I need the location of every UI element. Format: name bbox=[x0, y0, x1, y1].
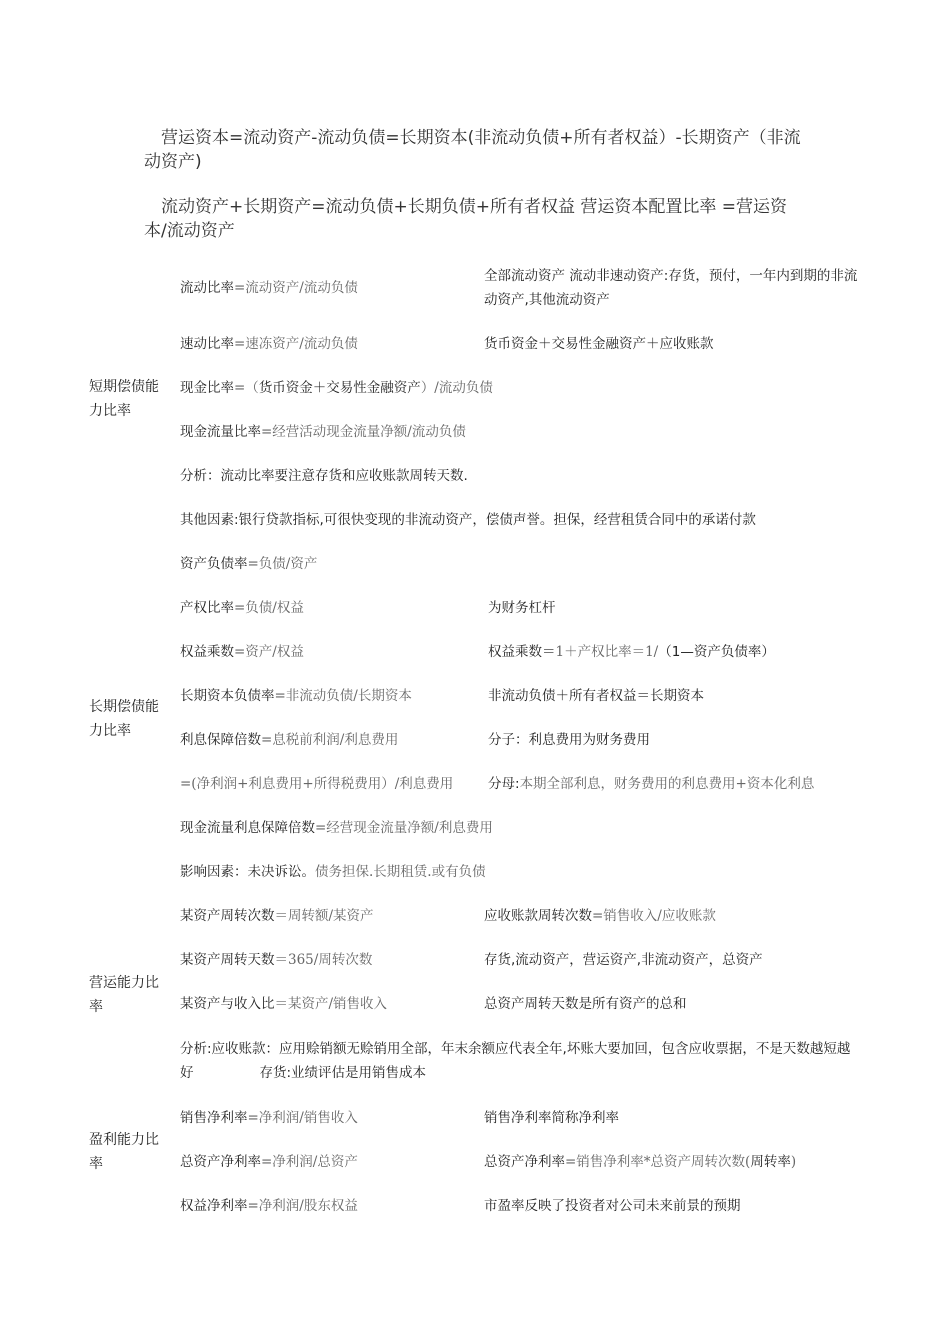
current-ratio: 流动比率=流动资产/流动负债 bbox=[180, 280, 358, 296]
asset-types-note: 存货,流动资产，营运资产,非流动资产，总资产 bbox=[484, 952, 763, 968]
net-profit-margin: 销售净利率=净利润/销售收入 bbox=[180, 1110, 358, 1126]
total-asset-days-note: 总资产周转天数是所有资产的总和 bbox=[484, 996, 687, 1012]
asset-turnover-days: 某资产周转天数＝365/周转次数 bbox=[180, 952, 373, 968]
return-on-equity: 权益净利率=净利润/股东权益 bbox=[180, 1198, 358, 1214]
long-factors: 影响因素：未决诉讼。债务担保.长期租赁.或有负债 bbox=[180, 864, 486, 880]
intro-line-2 bbox=[144, 195, 809, 243]
quick-ratio-note: 货币资金＋交易性金融资产＋应收账款 bbox=[484, 336, 714, 352]
short-analysis: 分析：流动比率要注意存货和应收账款周转天数. bbox=[180, 468, 468, 484]
asset-turnover-times: 某资产周转次数＝周转额/某资产 bbox=[180, 908, 374, 924]
receivables-turnover: 应收账款周转次数=销售收入/应收账款 bbox=[484, 908, 716, 924]
equity-multiplier: 权益乘数=资产/权益 bbox=[180, 644, 304, 660]
equity-ratio-note: 为财务杠杆 bbox=[488, 600, 556, 616]
category-profitability: 盈利能力比率 bbox=[89, 1132, 159, 1172]
debt-ratio: 资产负债率=负债/资产 bbox=[180, 556, 318, 572]
category-operations: 营运能力比率 bbox=[89, 975, 159, 1015]
category-short-term: 短期偿债能力比率 bbox=[89, 379, 159, 419]
ops-analysis: 分析:应收账款：应用赊销额无赊销用全部，年末余额应代表全年,坏账大要加回，包含应收票据，不是天数越短越好 存货:业绩评估是用销售成本 bbox=[180, 1041, 851, 1081]
return-on-assets-note: 总资产净利率=销售净利率*总资产周转次数(周转率) bbox=[484, 1154, 797, 1170]
asset-to-revenue: 某资产与收入比＝某资产/销售收入 bbox=[180, 996, 388, 1012]
net-profit-margin-note: 销售净利率简称净利率 bbox=[484, 1110, 619, 1126]
intro-line-1-text: 营运资本=流动资产-流动负债=长期资本(非流动负债+所有者权益）-长期资产（非流动资产) bbox=[144, 128, 801, 172]
current-ratio-note: 全部流动资产 流动非速动资产:存货，预付，一年内到期的非流动资产,其他流动资产 bbox=[484, 268, 858, 308]
return-on-assets: 总资产净利率=净利润/总资产 bbox=[180, 1154, 358, 1170]
quick-ratio: 速动比率=速冻资产/流动负债 bbox=[180, 336, 358, 352]
category-long-term: 长期偿债能力比率 bbox=[89, 699, 159, 739]
intro-line-1 bbox=[144, 126, 809, 174]
equity-multiplier-note: 权益乘数＝1＋产权比率＝1/（1—资产负债率） bbox=[488, 644, 775, 660]
long-term-capital-debt-ratio: 长期资本负债率=非流动负债/长期资本 bbox=[180, 688, 412, 704]
cash-flow-ratio: 现金流量比率=经营活动现金流量净额/流动负债 bbox=[180, 424, 466, 440]
short-other-factors: 其他因素:银行贷款指标,可很快变现的非流动资产，偿债声誉。担保，经营租赁合同中的承诺付款 bbox=[180, 512, 756, 528]
cash-ratio: 现金比率=（货币资金＋交易性金融资产）/流动负债 bbox=[180, 380, 493, 396]
pe-ratio-note: 市盈率反映了投资者对公司未来前景的预期 bbox=[484, 1198, 741, 1214]
denominator-note: 分母:本期全部利息，财务费用的利息费用+资本化利息 bbox=[488, 776, 815, 792]
interest-coverage-formula: =(净利润+利息费用+所得税费用）/利息费用 bbox=[180, 776, 454, 792]
cash-interest-coverage: 现金流量利息保障倍数=经营现金流量净额/利息费用 bbox=[180, 820, 493, 836]
long-term-capital-note: 非流动负债＋所有者权益＝长期资本 bbox=[488, 688, 704, 704]
interest-coverage-note: 分子：利息费用为财务费用 bbox=[488, 732, 650, 748]
interest-coverage: 利息保障倍数=息税前利润/利息费用 bbox=[180, 732, 399, 748]
equity-ratio: 产权比率=负债/权益 bbox=[180, 600, 304, 616]
intro-line-2-text: 流动资产+长期资产=流动负债+长期负债+所有者权益 营运资本配置比率 =营运资本/流动资产 bbox=[144, 197, 788, 241]
